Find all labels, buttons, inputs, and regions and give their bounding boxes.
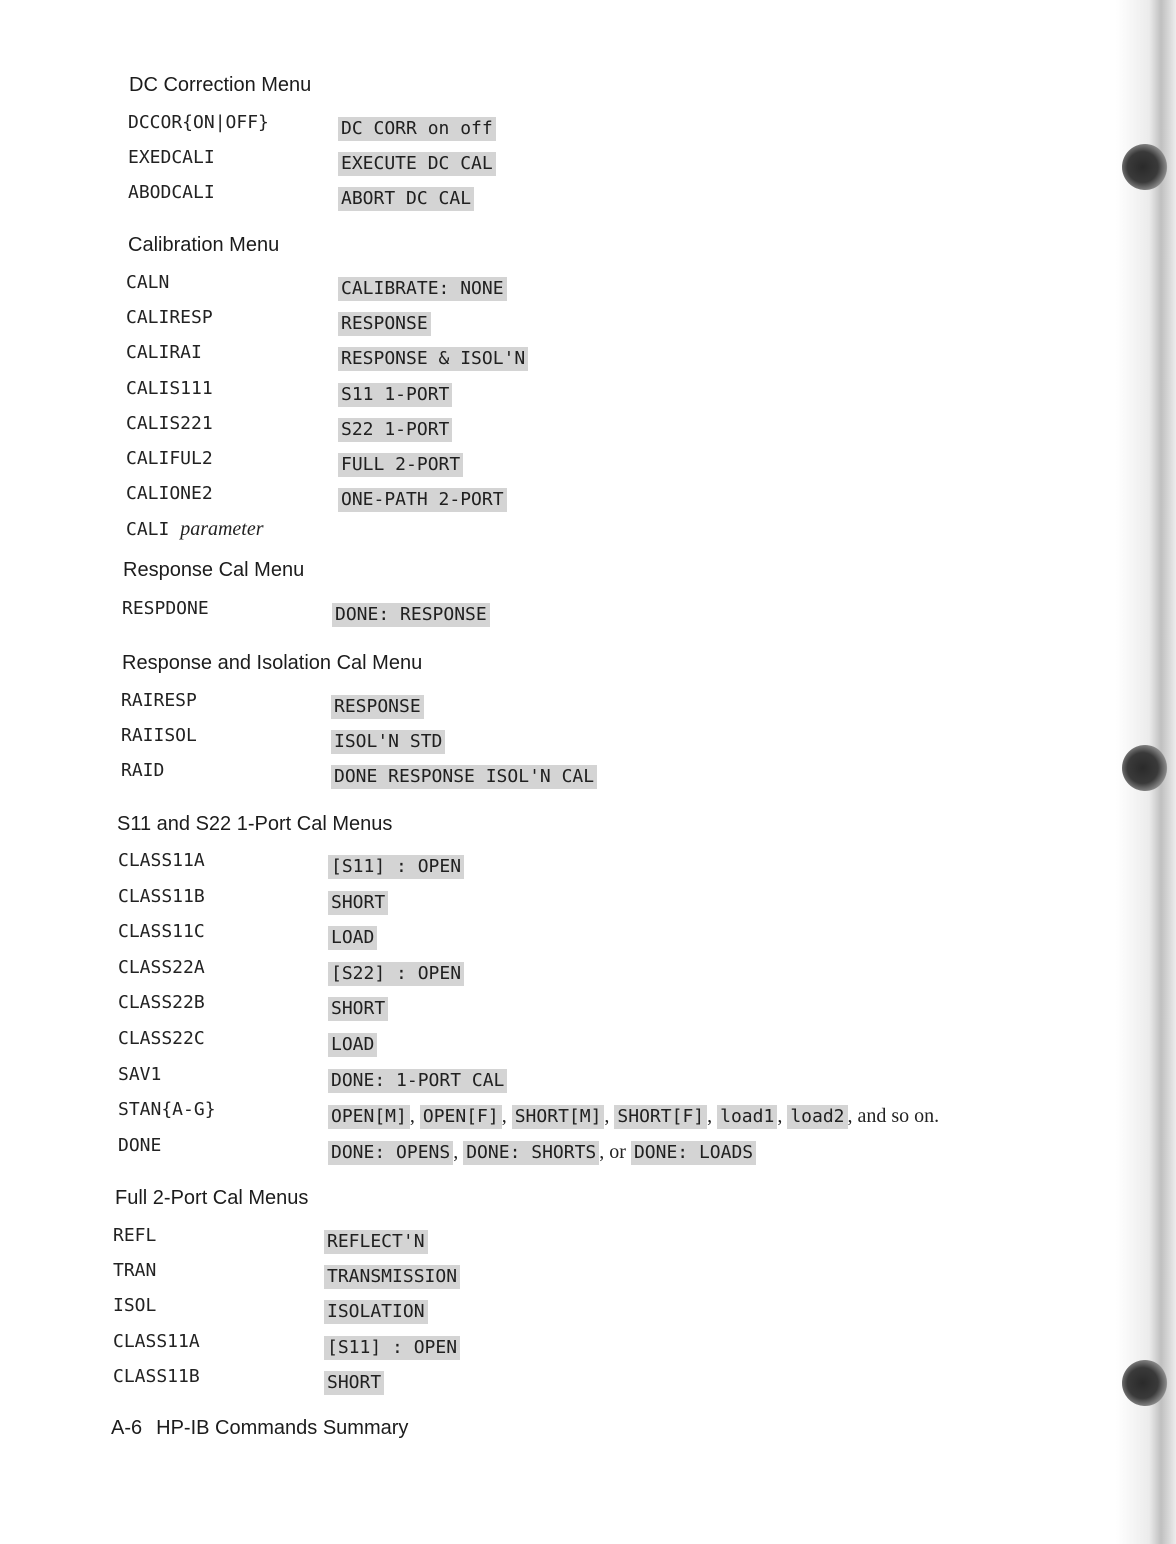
separator-text: , bbox=[777, 1105, 788, 1128]
softkey-group bbox=[328, 1104, 939, 1130]
hpib-command bbox=[126, 518, 264, 541]
command-mnemonic: CALIRESP bbox=[126, 307, 213, 329]
softkey-label: RESPONSE & ISOL'N bbox=[338, 347, 528, 371]
hpib-command bbox=[118, 886, 205, 908]
command-mnemonic: CALIS221 bbox=[126, 412, 213, 434]
hpib-command bbox=[126, 342, 202, 364]
hpib-command bbox=[122, 598, 209, 620]
command-row bbox=[113, 1295, 1113, 1325]
softkey-label: DC CORR on off bbox=[338, 117, 496, 141]
command-mnemonic: CALN bbox=[126, 272, 170, 293]
softkey-label: RESPONSE bbox=[331, 695, 424, 719]
hpib-command bbox=[118, 1099, 216, 1121]
softkey-label: DONE: LOADS bbox=[631, 1141, 756, 1165]
command-row bbox=[128, 112, 1128, 142]
command-mnemonic: CLASS22A bbox=[118, 956, 205, 978]
command-mnemonic: STAN{A-G} bbox=[118, 1099, 216, 1121]
softkey-group bbox=[338, 187, 474, 212]
softkey-group bbox=[338, 312, 431, 337]
softkey-label: [S11] : OPEN bbox=[328, 855, 464, 879]
command-mnemonic: ISOL bbox=[113, 1295, 157, 1317]
hpib-command bbox=[113, 1225, 156, 1247]
separator-text: , bbox=[453, 1140, 464, 1163]
softkey-group bbox=[328, 891, 388, 916]
command-mnemonic: DCCOR{ON|OFF} bbox=[128, 112, 269, 133]
command-row bbox=[118, 1028, 1118, 1058]
softkey-label: DONE: SHORTS bbox=[463, 1141, 599, 1165]
command-parameter: parameter bbox=[180, 518, 264, 541]
command-mnemonic: CLASS11A bbox=[118, 850, 205, 871]
softkey-label: SHORT[M] bbox=[512, 1105, 605, 1129]
softkey-group bbox=[338, 488, 507, 513]
softkey-label: OPEN[F] bbox=[420, 1105, 502, 1129]
softkey-group bbox=[328, 997, 388, 1022]
softkey-label: REFLECT'N bbox=[324, 1230, 428, 1254]
hpib-command bbox=[126, 307, 213, 329]
command-row bbox=[121, 760, 1121, 790]
hpib-command bbox=[118, 957, 205, 979]
softkey-group bbox=[328, 926, 377, 951]
hpib-command bbox=[113, 1260, 156, 1282]
softkey-group bbox=[324, 1230, 428, 1255]
softkey-group bbox=[338, 117, 496, 142]
hpib-command bbox=[118, 992, 205, 1014]
section-heading: S11 and S22 1-Port Cal Menus bbox=[117, 813, 393, 835]
softkey-label: SHORT bbox=[324, 1371, 384, 1395]
command-mnemonic: TRAN bbox=[113, 1260, 157, 1282]
command-row bbox=[113, 1260, 1113, 1290]
command-row bbox=[121, 725, 1121, 755]
command-row bbox=[126, 342, 1126, 372]
command-row bbox=[126, 483, 1126, 513]
command-mnemonic: CALI bbox=[126, 519, 170, 541]
command-row bbox=[118, 886, 1118, 916]
command-row bbox=[126, 378, 1126, 408]
command-mnemonic: CLASS22B bbox=[118, 992, 205, 1014]
command-mnemonic: RAID bbox=[121, 760, 165, 781]
softkey-group bbox=[338, 453, 463, 478]
softkey-group bbox=[338, 152, 496, 177]
hpib-command bbox=[128, 112, 269, 134]
command-row bbox=[126, 307, 1126, 337]
softkey-label: ISOL'N STD bbox=[331, 730, 445, 754]
command-row bbox=[121, 690, 1121, 720]
section-heading: Full 2-Port Cal Menus bbox=[115, 1187, 309, 1209]
command-row bbox=[118, 921, 1118, 951]
softkey-label: EXECUTE DC CAL bbox=[338, 152, 496, 176]
footer-title: HP-IB Commands Summary bbox=[156, 1417, 409, 1439]
softkey-label: SHORT[F] bbox=[614, 1105, 707, 1129]
hpib-command bbox=[113, 1366, 200, 1388]
command-row bbox=[128, 147, 1128, 177]
section-heading: Calibration Menu bbox=[128, 234, 280, 256]
command-row bbox=[113, 1225, 1113, 1255]
softkey-group bbox=[324, 1336, 460, 1361]
softkey-label: DONE: RESPONSE bbox=[332, 603, 490, 627]
command-row bbox=[126, 448, 1126, 478]
command-row bbox=[126, 413, 1126, 443]
softkey-label: DONE: OPENS bbox=[328, 1141, 453, 1165]
softkey-group bbox=[331, 730, 445, 755]
command-row bbox=[118, 992, 1118, 1022]
command-row bbox=[113, 1366, 1113, 1396]
hpib-command bbox=[128, 147, 215, 169]
softkey-group bbox=[331, 695, 424, 720]
command-row bbox=[118, 1064, 1118, 1094]
softkey-group bbox=[338, 418, 452, 443]
page-footer bbox=[111, 1417, 408, 1440]
section-heading: DC Correction Menu bbox=[129, 74, 312, 96]
softkey-label: SHORT bbox=[328, 891, 388, 915]
hpib-command bbox=[118, 1135, 161, 1157]
command-row bbox=[126, 518, 1126, 548]
softkey-label: LOAD bbox=[328, 1033, 377, 1057]
hpib-command bbox=[118, 921, 205, 943]
softkey-label: [S22] : OPEN bbox=[328, 962, 464, 986]
softkey-label: ONE-PATH 2-PORT bbox=[338, 488, 507, 512]
softkey-group bbox=[338, 347, 528, 372]
command-mnemonic: RAIISOL bbox=[121, 725, 197, 746]
softkey-label: OPEN[M] bbox=[328, 1105, 410, 1129]
command-row bbox=[118, 957, 1118, 987]
softkey-group bbox=[324, 1300, 428, 1325]
softkey-label: S11 1-PORT bbox=[338, 383, 452, 407]
softkey-label: load2 bbox=[787, 1105, 847, 1129]
softkey-label: ABORT DC CAL bbox=[338, 187, 474, 211]
softkey-group bbox=[328, 1140, 756, 1166]
command-mnemonic: CLASS11C bbox=[118, 921, 205, 943]
suffix-text: , and so on. bbox=[847, 1105, 940, 1128]
softkey-group bbox=[332, 603, 490, 628]
softkey-group bbox=[324, 1265, 460, 1290]
command-mnemonic: CLASS22C bbox=[118, 1028, 205, 1049]
separator-text: , or bbox=[599, 1140, 631, 1163]
softkey-group bbox=[338, 383, 452, 408]
hpib-command bbox=[118, 850, 205, 872]
softkey-group bbox=[328, 962, 464, 987]
softkey-label: FULL 2-PORT bbox=[338, 453, 463, 477]
softkey-label: SHORT bbox=[328, 997, 388, 1021]
softkey-label: TRANSMISSION bbox=[324, 1265, 460, 1289]
hpib-command bbox=[113, 1295, 156, 1317]
command-row bbox=[126, 272, 1126, 302]
hpib-command bbox=[121, 690, 197, 712]
command-row bbox=[122, 598, 1122, 628]
command-mnemonic: CALIONE2 bbox=[126, 483, 213, 505]
command-row bbox=[118, 850, 1118, 880]
softkey-group bbox=[338, 277, 507, 302]
hpib-command bbox=[126, 378, 213, 400]
command-row bbox=[118, 1135, 1118, 1165]
separator-text: , bbox=[707, 1105, 718, 1128]
binder-hole-top bbox=[1122, 144, 1168, 190]
command-mnemonic: CLASS11B bbox=[113, 1365, 200, 1387]
command-mnemonic: CALIS111 bbox=[126, 377, 213, 399]
hpib-command bbox=[121, 760, 164, 782]
softkey-group bbox=[331, 765, 597, 790]
softkey-label: DONE: 1-PORT CAL bbox=[328, 1069, 507, 1093]
command-mnemonic: DONE bbox=[118, 1134, 162, 1156]
hpib-command bbox=[128, 182, 215, 204]
softkey-label: DONE RESPONSE ISOL'N CAL bbox=[331, 765, 597, 789]
separator-text: , bbox=[409, 1105, 420, 1128]
command-mnemonic: CLASS11A bbox=[113, 1330, 200, 1352]
hpib-command bbox=[126, 272, 169, 294]
hpib-command bbox=[113, 1331, 200, 1353]
command-row bbox=[113, 1331, 1113, 1361]
hpib-command bbox=[121, 725, 197, 747]
command-mnemonic: EXEDCALI bbox=[128, 147, 215, 169]
separator-text: , bbox=[604, 1105, 615, 1128]
softkey-group bbox=[324, 1371, 384, 1396]
separator-text: , bbox=[501, 1105, 512, 1128]
command-row bbox=[128, 182, 1128, 212]
binder-hole-middle bbox=[1122, 745, 1168, 791]
command-mnemonic: CALIRAI bbox=[126, 342, 202, 364]
command-mnemonic: CALIFUL2 bbox=[126, 448, 213, 469]
command-mnemonic: CLASS11B bbox=[118, 885, 205, 907]
command-mnemonic: ABODCALI bbox=[128, 182, 215, 204]
softkey-label: S22 1-PORT bbox=[338, 418, 452, 442]
softkey-label: ISOLATION bbox=[324, 1300, 428, 1324]
section-heading: Response and Isolation Cal Menu bbox=[122, 652, 423, 674]
command-row bbox=[118, 1099, 1118, 1129]
section-heading: Response Cal Menu bbox=[123, 559, 305, 581]
hpib-command bbox=[118, 1028, 205, 1050]
softkey-group bbox=[328, 855, 464, 880]
command-mnemonic: REFL bbox=[113, 1225, 157, 1246]
hpib-command bbox=[118, 1064, 161, 1086]
softkey-label: RESPONSE bbox=[338, 312, 431, 336]
hpib-command bbox=[126, 413, 213, 435]
command-mnemonic: RAIRESP bbox=[121, 690, 197, 711]
command-mnemonic: SAV1 bbox=[118, 1063, 162, 1085]
page-number: A-6 bbox=[111, 1417, 143, 1439]
softkey-label: load1 bbox=[717, 1105, 777, 1129]
hpib-command bbox=[126, 483, 213, 505]
binder-hole-bottom bbox=[1122, 1360, 1168, 1406]
softkey-group bbox=[328, 1069, 507, 1094]
softkey-label: CALIBRATE: NONE bbox=[338, 277, 507, 301]
hpib-command bbox=[126, 448, 213, 470]
softkey-label: LOAD bbox=[328, 926, 377, 950]
softkey-group bbox=[328, 1033, 377, 1058]
softkey-label: [S11] : OPEN bbox=[324, 1336, 460, 1360]
command-mnemonic: RESPDONE bbox=[122, 598, 209, 619]
